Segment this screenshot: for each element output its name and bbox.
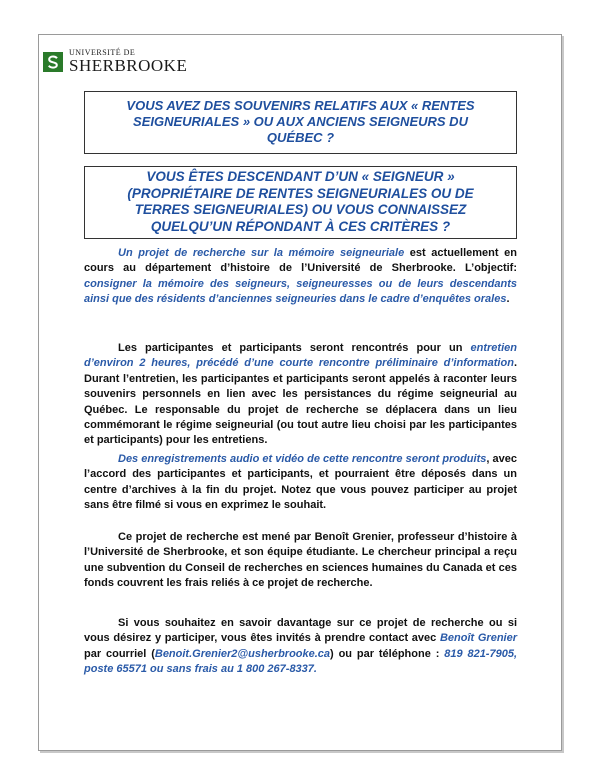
headline2-line4: QUELQU’UN RÉPONDANT À CES CRITÈRES ? bbox=[150, 218, 451, 234]
p1-blue-1: Un projet de recherche sur la mémoire seigneuriale bbox=[118, 247, 405, 259]
p5-text-1: Si vous souhaitez en savoir davantage sur ce projet de recherche ou si vous désirez y participer, vous êtes invités à prendre contact avec bbox=[84, 617, 517, 645]
logo-line-university: UNIVERSITÉ DE bbox=[69, 48, 136, 57]
p2-blue-1: entretien d’environ 2 heures, précédé d’une courte rencontre préliminaire d’information bbox=[84, 342, 517, 370]
p1-text-1: est actuellement en cours au département d’histoire de l’Université de Sherbrooke. L’objectif: bbox=[84, 247, 517, 275]
p2-text-2: . Durant l’entretien, les participantes et participants seront appelés à raconter leurs souvenirs personnels en lien avec les persistances du régime seigneurial au Québec. Le responsable du projet de recherche se déplacera dans un lieu commémorant le régime seigneurial (ou tout autre lieu choisi par les participantes et participants) pour les entretiens. bbox=[84, 357, 517, 447]
headline-box-descendant bbox=[84, 166, 517, 239]
headline2-line1: VOUS ÊTES DESCENDANT D’UN « SEIGNEUR » bbox=[146, 169, 455, 184]
headline1-line2: SEIGNEURIALES » OU AUX ANCIENS SEIGNEURS DU bbox=[133, 114, 468, 129]
headline1-line3: QUÉBEC ? bbox=[266, 130, 335, 145]
logo-line-sherbrooke: SHERBROOKE bbox=[69, 56, 188, 75]
p4-text-1: Ce projet de recherche est mené par Benoît Grenier, professeur d’histoire à l’Université de Sherbrooke, et son équipe étudiante. Le chercheur principal a reçu une subvention du Conseil de recherches en sciences humaines du Canada et ces fonds couvrent les frais reliés à ce projet de recherche. bbox=[84, 531, 517, 590]
p3-blue-1: Des enregistrements audio et vidéo de cette rencontre seront produits bbox=[118, 453, 487, 465]
paragraph-recordings bbox=[84, 452, 517, 514]
p1-blue-2: consigner la mémoire des seigneurs, seigneuresses ou de leurs descendants ainsi que des résidents d’anciennes seigneuries dans le cadre d’enquêtes orales bbox=[84, 277, 517, 306]
paragraph-project bbox=[84, 246, 517, 308]
p5-text-3: ) ou par téléphone : bbox=[330, 647, 445, 660]
paragraph-participants bbox=[84, 341, 517, 449]
p5-text-2: par courriel ( bbox=[84, 647, 155, 660]
p2-text-1: Les participantes et participants seront rencontrés pour un bbox=[118, 342, 471, 354]
p5-contact-name: Benoît Grenier bbox=[439, 632, 517, 645]
p1-text-2: . bbox=[506, 293, 510, 306]
sherbrooke-s-icon bbox=[43, 52, 63, 72]
headline2-line3: TERRES SEIGNEURIALES) OU VOUS CONNAISSEZ bbox=[134, 202, 467, 217]
p5-phone: 819 821-7905, poste 65571 ou sans frais au 1 800 267-8337. bbox=[84, 647, 517, 676]
university-logo bbox=[43, 49, 187, 74]
p5-email-link[interactable]: Benoit.Grenier2@usherbrooke.ca bbox=[154, 647, 331, 660]
headline2-line2: (PROPRIÉTAIRE DE RENTES SEIGNEURIALES OU DE bbox=[127, 185, 474, 201]
headline1-line1: VOUS AVEZ DES SOUVENIRS RELATIFS AUX « RENTES bbox=[126, 98, 475, 113]
paragraph-contact bbox=[84, 616, 517, 678]
headline-box-souvenirs bbox=[84, 91, 517, 154]
paragraph-researcher bbox=[84, 530, 517, 592]
p3-text-1: , avec l’accord des participantes et participants, et pourraient être déposés dans un centre d’archives à la fin du projet. Notez que vous pouvez participer au projet sans être filmé si vous en exprimez le souhait. bbox=[84, 453, 517, 512]
